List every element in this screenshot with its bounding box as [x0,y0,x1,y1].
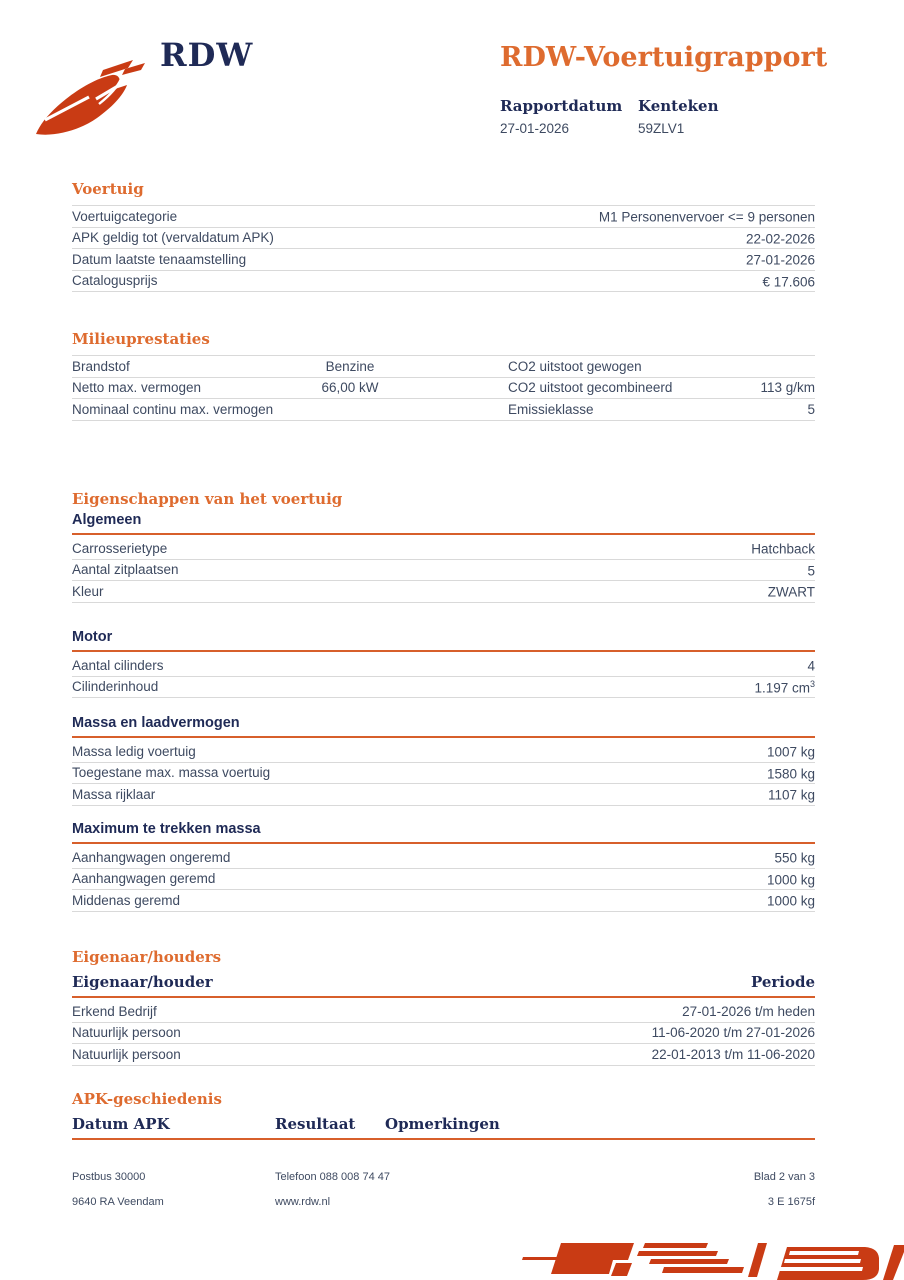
table-row [72,560,815,582]
table-row [72,228,815,250]
page-footer [72,1171,815,1221]
row-value-left: 66,00 kW [321,380,379,396]
table-row [72,677,815,699]
section-eigenaar [72,948,815,1066]
column-datum-apk: Datum APK [72,1115,170,1133]
table-row [72,538,815,560]
row-label: Aantal cilinders [72,657,164,673]
motor-table [72,655,815,698]
row-label: Catalogusprijs [72,273,158,289]
row-label-left: Brandstof [72,358,130,374]
owner-period: 27-01-2026 t/m heden [682,1003,815,1019]
row-label: Massa rijklaar [72,786,156,802]
table-row [72,399,815,421]
row-label-left: Netto max. vermogen [72,380,202,396]
table-row [72,869,815,891]
owner-name: Natuurlijk persoon [72,1046,181,1062]
page-title: RDW-Voertuigrapport [500,42,828,73]
table-row [72,206,815,228]
report-date-label: Rapportdatum [500,97,623,115]
row-label-right: CO2 uitstoot gecombineerd [508,380,673,396]
owner-period: 22-01-2013 t/m 11-06-2020 [651,1046,815,1062]
footer-address-line1: Postbus 30000 [72,1171,146,1183]
section-title: APK-geschiedenis [72,1090,222,1108]
section-title: Voertuig [72,180,144,198]
table-row [72,271,815,293]
table-row [72,784,815,806]
row-value: € 17.606 [762,274,815,289]
column-owner: Eigenaar/houder [72,973,213,991]
footer-doc-code: 3 E 1675f [767,1196,815,1208]
license-plate-block [638,97,776,136]
row-value: 1107 kg [767,787,815,803]
table-row [72,1044,815,1066]
section-milieuprestaties [72,330,815,421]
row-label-right: CO2 uitstoot gewogen [508,358,642,374]
row-value: 27-01-2026 [745,252,815,268]
row-label: Aanhangwagen geremd [72,871,216,887]
subsection-motor [72,629,815,698]
table-row [72,741,815,763]
row-value: ZWART [767,584,815,600]
apk-table-header [72,1115,815,1140]
table-row [72,655,815,677]
row-value-right: 5 [807,401,815,417]
table-row [72,1001,815,1023]
subsection-massa [72,715,815,806]
row-label-left: Nominaal continu max. vermogen [72,401,274,417]
massa-table [72,741,815,806]
row-value: 1000 kg [766,872,815,887]
row-label-right: Emissieklasse [508,401,594,417]
table-row [72,847,815,869]
subsection-title: Motor [72,629,815,652]
table-row [72,581,815,603]
license-plate-label: Kenteken [638,97,719,115]
trekken-massa-table [72,847,815,912]
row-label: Massa ledig voertuig [72,743,196,759]
subsection-title: Maximum te trekken massa [72,821,815,844]
row-label: Datum laatste tenaamstelling [72,251,247,267]
table-row [72,356,815,378]
row-label: Aantal zitplaatsen [72,562,179,578]
row-label: Kleur [72,583,104,599]
owner-period: 11-06-2020 t/m 27-01-2026 [651,1025,815,1041]
table-row [72,763,815,785]
algemeen-table [72,538,815,603]
section-title: Eigenschappen van het voertuig [72,490,343,508]
rdw-feather-icon [33,52,160,138]
row-label: Aanhangwagen ongeremd [72,849,231,865]
section-title: Eigenaar/houders [72,948,222,966]
footer-website: www.rdw.nl [275,1196,331,1208]
row-label: Middenas geremd [72,892,181,908]
row-value: 4 [807,658,815,674]
subsection-algemeen [72,512,815,603]
table-row [72,378,815,400]
eigenaar-table [72,1001,815,1066]
row-value: Hatchback [751,541,815,557]
table-row [72,249,815,271]
report-date-value: 27-01-2026 [500,121,570,136]
column-resultaat: Resultaat [275,1115,356,1133]
report-date-block [500,97,638,136]
footer-page-info: Blad 2 van 3 [753,1171,815,1183]
row-value: 5 [807,563,815,578]
row-value-left: Benzine [325,358,375,374]
table-row [72,1023,815,1045]
rdw-logo-text: RDW [160,36,254,74]
section-title: Milieuprestaties [72,330,210,348]
row-value: 22-02-2026 [745,231,815,246]
milieuprestaties-table [72,355,815,421]
row-label: Carrosserietype [72,540,168,556]
row-value: 1000 kg [766,893,815,909]
row-label: Voertuigcategorie [72,208,178,224]
speed-stripes-graphic [515,1235,904,1280]
row-value: 550 kg [774,850,815,866]
table-row [72,890,815,912]
row-value-right: 113 g/km [760,380,815,396]
owner-name: Natuurlijk persoon [72,1025,181,1041]
eigenaar-table-header [72,973,815,998]
row-label: Cilinderinhoud [72,679,159,695]
report-header [500,42,830,136]
section-apk-geschiedenis [72,1090,815,1140]
voertuig-table [72,205,815,292]
owner-name: Erkend Bedrijf [72,1003,157,1019]
subsection-title: Algemeen [72,512,815,535]
subsection-trekken-massa [72,821,815,912]
row-label: Toegestane max. massa voertuig [72,765,271,781]
row-value: M1 Personenvervoer <= 9 personen [598,209,815,225]
row-value: 1.197 $cm^3$ [754,678,815,695]
footer-address-line2: 9640 RA Veendam [72,1196,164,1208]
row-value: 1007 kg [766,744,815,760]
row-value: 1580 kg [766,766,815,781]
column-period: Periode [750,973,815,991]
section-voertuig [72,180,815,292]
column-opmerkingen: Opmerkingen [385,1115,500,1133]
row-label: APK geldig tot (vervaldatum APK) [72,230,274,246]
subsection-title: Massa en laadvermogen [72,715,815,738]
footer-phone: Telefoon 088 008 74 47 [275,1171,390,1183]
license-plate-value: 59ZLV1 [638,121,685,136]
